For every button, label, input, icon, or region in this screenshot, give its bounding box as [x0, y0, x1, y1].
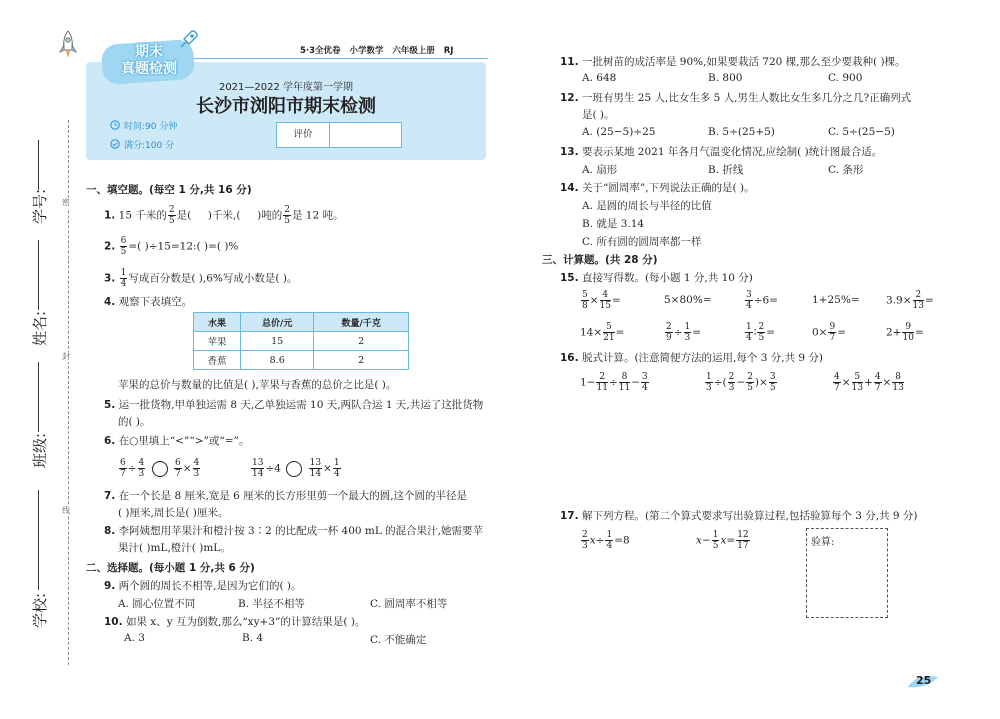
question-11-option-a[interactable]: A. 648	[582, 72, 617, 84]
question-14-option-b[interactable]: B. 就是 3.14	[582, 218, 645, 230]
question-10-option-c[interactable]: C. 不能确定	[370, 634, 427, 646]
question-12-option-a[interactable]: A. (25−5)÷25	[582, 126, 656, 138]
table-row	[194, 332, 409, 351]
question-12-option-b[interactable]: B. 5÷(25+5)	[708, 126, 775, 138]
step-calc-2: $\frac{1}{3}$ ÷( $\frac{2}{3}$ − $\frac{2}{5}$ )× $\frac{3}{5}$	[706, 372, 776, 393]
oral-calc-6: 14× $\frac{5}{21}$ =	[580, 322, 625, 343]
table-cell: 2	[314, 332, 409, 351]
question-5-line-2: 的( )。	[118, 416, 151, 428]
table-cell: 苹果	[194, 332, 241, 351]
book-subject: 小学数学	[349, 46, 384, 56]
question-4-answer: 苹果的总价与数量的比值是( ),苹果与香蕉的总价之比是( )。	[118, 379, 397, 391]
question-9-option-b[interactable]: B. 半径不相等	[238, 598, 305, 610]
table-header-cell: 水果	[194, 313, 241, 332]
question-4: 4. 观察下表填空。	[104, 296, 193, 308]
table-cell: 香蕉	[194, 351, 241, 370]
question-8: 8. 李阿姨想用苹果汁和橙汁按 3∶2 的比配成一杯 400 mL 的混合果汁,她需要苹	[104, 525, 483, 537]
question-15: 15. 直接写得数。(每小题 1 分,共 10 分)	[560, 272, 753, 284]
book-edition: RJ	[443, 46, 454, 56]
question-13-option-b[interactable]: B. 折线	[708, 164, 744, 176]
student-id-label: 学号:	[31, 188, 50, 225]
table-header-row	[194, 313, 409, 332]
step-calc-1: 1− $\frac{2}{11}$ ÷ $\frac{8}{11}$ − $\frac{3}{4}$	[580, 372, 648, 393]
question-9-option-a[interactable]: A. 圆心位置不同	[118, 598, 196, 610]
exam-score: 满分:100 分	[124, 141, 175, 151]
question-5: 5. 运一批货物,甲单独运需 8 天,乙单独运需 10 天,两队合运 1 天,共运了这批货物	[104, 399, 484, 411]
oral-calc-8: $\frac{1}{4}$ ∶ $\frac{2}{5}$ =	[746, 322, 776, 343]
step-calc-3: $\frac{4}{7}$ × $\frac{5}{13}$ + $\frac{4}{7}$ × $\frac{8}{13}$	[834, 372, 904, 393]
question-9-option-c[interactable]: C. 圆周率不相等	[370, 598, 448, 610]
header-rule	[150, 58, 488, 59]
evaluation-box	[276, 122, 402, 148]
equation-1: $\frac{2}{3}$ x÷ $\frac{1}{4}$ =8	[582, 530, 630, 551]
question-11: 11. 一批树苗的成活率是 90%,如果要栽活 720 棵,那么至少要栽种( )棵。	[560, 56, 906, 68]
question-11-option-b[interactable]: B. 800	[708, 72, 743, 84]
exam-time: 时间:90 分钟	[124, 122, 178, 132]
table-header-cell: 数量/千克	[314, 313, 409, 332]
question-2: 2. $\frac{6}{5}$ =( )÷15=12:( )=( )%	[104, 236, 239, 257]
book-grade: 六年级上册	[392, 46, 435, 56]
question-9: 9. 两个圆的周长不相等,是因为它们的( )。	[104, 580, 302, 592]
section-1-title: 一、填空题。(每空 1 分,共 16 分)	[86, 184, 252, 196]
equation-2: x− $\frac{1}{5}$ x= $\frac{12}{17}$	[696, 530, 749, 551]
oral-calc-2: 5×80%=	[664, 294, 712, 306]
oral-calc-5: 3.9× $\frac{2}{13}$ =	[886, 290, 934, 311]
exam-year: 2021—2022 学年度第一学期	[218, 82, 354, 93]
question-10: 10. 如果 x、y 互为倒数,那么“xy+3”的计算结果是( )。	[104, 616, 366, 628]
class-field[interactable]	[38, 362, 39, 432]
question-6-expression-1: $\frac{6}{7}$ ÷ $\frac{4}{3}$ $\frac{6}{7}$ × $\frac{4}{3}$	[120, 458, 200, 479]
page-number: 25	[916, 674, 932, 687]
question-7: 7. 在一个长是 8 厘米,宽是 6 厘米的长方形里剪一个最大的圆,这个圆的半径是	[104, 490, 468, 502]
question-7-line-2: ( )厘米,周长是( )厘米。	[118, 507, 229, 519]
compare-circle[interactable]	[286, 461, 302, 477]
oral-calc-3: $\frac{3}{4}$ ÷6=	[746, 290, 779, 311]
question-11-option-c[interactable]: C. 900	[828, 72, 863, 84]
question-14: 14. 关于“圆周率”,下列说法正确的是( )。	[560, 182, 755, 194]
table-cell: 2	[314, 351, 409, 370]
exam-title: 长沙市浏阳市期末检测	[196, 96, 376, 117]
question-12: 12. 一班有男生 25 人,比女生多 5 人,男生人数比女生多几分之几?正确列式	[560, 92, 912, 104]
section-2-title: 二、选择题。(每小题 1 分,共 6 分)	[86, 562, 255, 574]
question-13: 13. 要表示某地 2021 年各月气温变化情况,应绘制( )统计图最合适。	[560, 146, 883, 158]
question-3: 3. $\frac{1}{4}$ 写成百分数是( ),6%写成小数是( )。	[104, 268, 298, 289]
student-id-field[interactable]	[38, 140, 39, 190]
fruit-table	[193, 312, 409, 370]
badge-line-1: 期末	[135, 44, 163, 60]
badge-line-2: 真题检测	[121, 61, 177, 77]
question-17: 17. 解下列方程。(第二个算式要求写出验算过程,包括验算每个 3 分,共 9 分)	[560, 510, 918, 522]
question-6-expression-2: $\frac{13}{14}$ ÷4 $\frac{13}{14}$ × $\frac{1}{4}$	[252, 458, 340, 479]
table-cell: 8.6	[240, 351, 313, 370]
question-14-option-c[interactable]: C. 所有圆的圆周率都一样	[582, 236, 702, 248]
question-14-option-a[interactable]: A. 是圆的周长与半径的比值	[582, 200, 712, 212]
oral-calc-9: 0× $\frac{9}{7}$ =	[812, 322, 847, 343]
question-12-option-c[interactable]: C. 5÷(25−5)	[828, 126, 895, 138]
table-cell: 15	[240, 332, 313, 351]
table-header-cell: 总价/元	[240, 313, 313, 332]
compare-circle[interactable]	[152, 461, 168, 477]
question-10-option-a[interactable]: A. 3	[124, 632, 145, 644]
question-16: 16. 脱式计算。(注意简便方法的运用,每个 3 分,共 9 分)	[560, 352, 824, 364]
oral-calc-4: 1+25%=	[812, 294, 860, 306]
class-label: 班级:	[31, 432, 50, 469]
school-field[interactable]	[38, 490, 39, 590]
school-label: 学校:	[31, 592, 50, 629]
question-13-option-a[interactable]: A. 扇形	[582, 164, 618, 176]
student-name-label: 姓名:	[31, 310, 50, 347]
evaluation-label: 评价	[277, 123, 330, 147]
question-12-line-2: 是( )。	[582, 109, 615, 121]
table-row	[194, 351, 409, 370]
oral-calc-10: 2+ $\frac{9}{10}$ =	[886, 322, 924, 343]
badge-rocket-icon	[178, 28, 200, 50]
binding-mark-feng: 封	[62, 352, 70, 361]
check-circle-icon	[110, 139, 120, 149]
question-6: 6. 在○里填上“<”“>”或“=”。	[104, 435, 250, 447]
book-info	[300, 44, 453, 56]
oral-calc-1: $\frac{5}{8}$ × $\frac{4}{15}$ =	[582, 290, 621, 311]
check-calculation-box[interactable]	[806, 528, 888, 618]
oral-calc-7: $\frac{2}{9}$ ÷ $\frac{1}{3}$ =	[666, 322, 702, 343]
question-1: 1. 15 千米的 $\frac{2}{5}$ 是( )千米,( )吨的 $\frac{2}{5}$ 是 12 吨。	[104, 205, 344, 226]
section-3-title: 三、计算题。(共 28 分)	[542, 254, 658, 266]
binding-mark-mi: 密	[62, 198, 70, 207]
check-calculation-label: 验算:	[811, 537, 835, 548]
rocket-icon	[58, 30, 78, 60]
binding-mark-xian: 线	[62, 506, 70, 515]
student-name-field[interactable]	[38, 240, 39, 310]
question-8-line-2: 果汁( )mL,橙汁( )mL。	[118, 542, 231, 554]
question-13-option-c[interactable]: C. 条形	[828, 164, 864, 176]
evaluation-field[interactable]	[330, 123, 400, 147]
clock-icon	[110, 120, 120, 130]
question-10-option-b[interactable]: B. 4	[242, 632, 264, 644]
book-series: 5·3全优卷	[300, 46, 341, 56]
